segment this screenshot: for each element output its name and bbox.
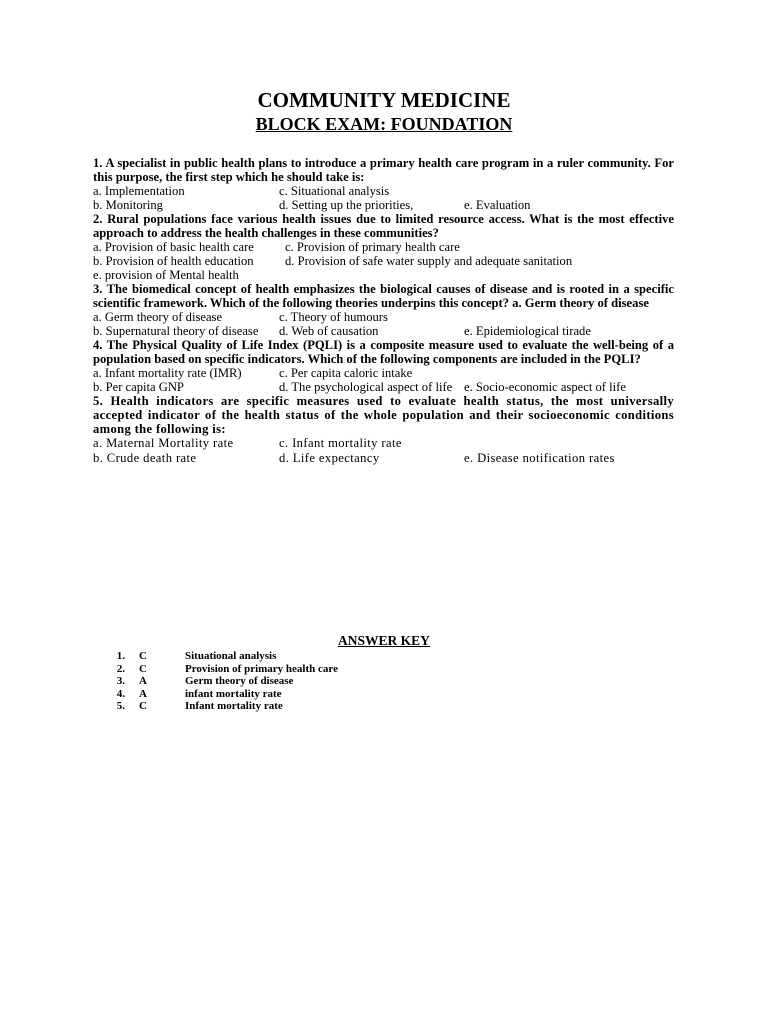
- answer-key-number: 2.: [116, 662, 125, 675]
- question-5-option-d: d. Life expectancy: [279, 451, 380, 465]
- document-subtitle: BLOCK EXAM: FOUNDATION: [255, 114, 513, 134]
- question-1-option-d: d. Setting up the priorities,: [279, 198, 414, 212]
- answer-key-number: 5.: [116, 700, 125, 712]
- question-5-option-b: b. Crude death rate: [93, 451, 197, 465]
- question-2-options-row-2: [93, 254, 674, 268]
- question-3-option-d: d. Web of causation: [279, 324, 379, 338]
- question-4-options-row-2: [93, 380, 674, 394]
- question-2-option-d: d. Provision of safe water supply and adequate sanitation: [285, 254, 573, 268]
- question-2-options-row-1: [93, 240, 674, 254]
- question-1-options-row-2: [93, 198, 674, 212]
- question-1-options-row-1: [93, 184, 674, 198]
- question-4-option-d: d. The psychological aspect of life: [279, 380, 453, 394]
- question-3-options-row-1: [93, 310, 674, 324]
- question-3-option-c: c. Theory of humours: [279, 310, 388, 324]
- question-1-option-c: c. Situational analysis: [279, 184, 390, 198]
- answer-key-answer: Provision of primary health care: [185, 662, 338, 675]
- question-4-stem: 4. The Physical Quality of Life Index (PQLI) is a composite measure used to evaluate the well-being of a population based on specific indicators. Which of the following components are included in the PQLI?: [93, 338, 674, 366]
- question-4-option-a: a. Infant mortality rate (IMR): [93, 366, 242, 380]
- answer-key-item: [113, 688, 413, 701]
- question-2-stem: 2. Rural populations face various health issues due to limited resource access. What is the most effective approach to address the health challenges in these communities?: [93, 212, 674, 240]
- question-1-option-a: a. Implementation: [93, 184, 185, 198]
- document-title: COMMUNITY MEDICINE: [257, 88, 511, 112]
- question-3-options-row-2: [93, 324, 674, 338]
- question-4-option-e: e. Socio-economic aspect of life: [464, 380, 626, 394]
- answer-key-item: [113, 650, 413, 663]
- question-2-option-b: b. Provision of health education: [93, 254, 254, 268]
- question-3-option-a: a. Germ theory of disease: [93, 310, 223, 324]
- answer-key-item: [113, 663, 413, 676]
- question-3-option-b: b. Supernatural theory of disease: [93, 324, 259, 338]
- answer-key-letter: A: [139, 687, 147, 700]
- question-4-option-c: c. Per capita caloric intake: [279, 366, 413, 380]
- answer-key-answer: Germ theory of disease: [185, 675, 294, 687]
- answer-key-answer: Infant mortality rate: [185, 700, 283, 712]
- question-2-options-row-3: [93, 268, 674, 282]
- question-5-options-row-2: [93, 451, 674, 466]
- question-4-option-b: b. Per capita GNP: [93, 380, 184, 394]
- question-4-options-row-1: [93, 366, 674, 380]
- answer-key-number: 1.: [116, 650, 125, 662]
- answer-key-answer: Situational analysis: [185, 650, 277, 662]
- answer-key-letter: C: [139, 662, 147, 675]
- question-3-option-e: e. Epidemiological tirade: [464, 324, 591, 338]
- question-1-stem: 1. A specialist in public health plans to introduce a primary health care program in a ruler community. For this purpose, the first step which he should take is:: [93, 156, 674, 184]
- question-5-option-c: c. Infant mortality rate: [279, 436, 402, 450]
- question-list: [93, 156, 674, 466]
- answer-key-title: ANSWER KEY: [338, 633, 430, 648]
- answer-key-item: [113, 700, 413, 713]
- answer-key-letter: A: [139, 675, 147, 687]
- question-1-option-e: e. Evaluation: [464, 198, 531, 212]
- answer-key-number: 4.: [116, 687, 125, 700]
- question-5-stem: 5. Health indicators are specific measures used to evaluate health status, the most universally accepted indicator of the health status of the whole population and their socioeconomic conditions among the following is:: [93, 394, 674, 436]
- answer-key-letter: C: [139, 700, 147, 712]
- question-5-options-row-1: [93, 436, 674, 451]
- question-2-option-e: e. provision of Mental health: [93, 268, 239, 282]
- question-3-stem: 3. The biomedical concept of health emphasizes the biological causes of disease and is rooted in a specific scientific framework. Which of the following theories underpins this concept? a. Germ theory of disease: [93, 282, 674, 310]
- answer-key-number: 3.: [116, 675, 125, 687]
- question-5-option-e: e. Disease notification rates: [464, 451, 615, 465]
- answer-key-list: [113, 650, 413, 713]
- question-1-option-b: b. Monitoring: [93, 198, 163, 212]
- question-2-option-c: c. Provision of primary health care: [285, 240, 460, 254]
- answer-key-letter: C: [139, 650, 147, 662]
- question-2-option-a: a. Provision of basic health care: [93, 240, 254, 254]
- answer-key-item: [113, 675, 413, 688]
- question-5-option-a: a. Maternal Mortality rate: [93, 436, 234, 450]
- answer-key-answer: infant mortality rate: [185, 687, 282, 700]
